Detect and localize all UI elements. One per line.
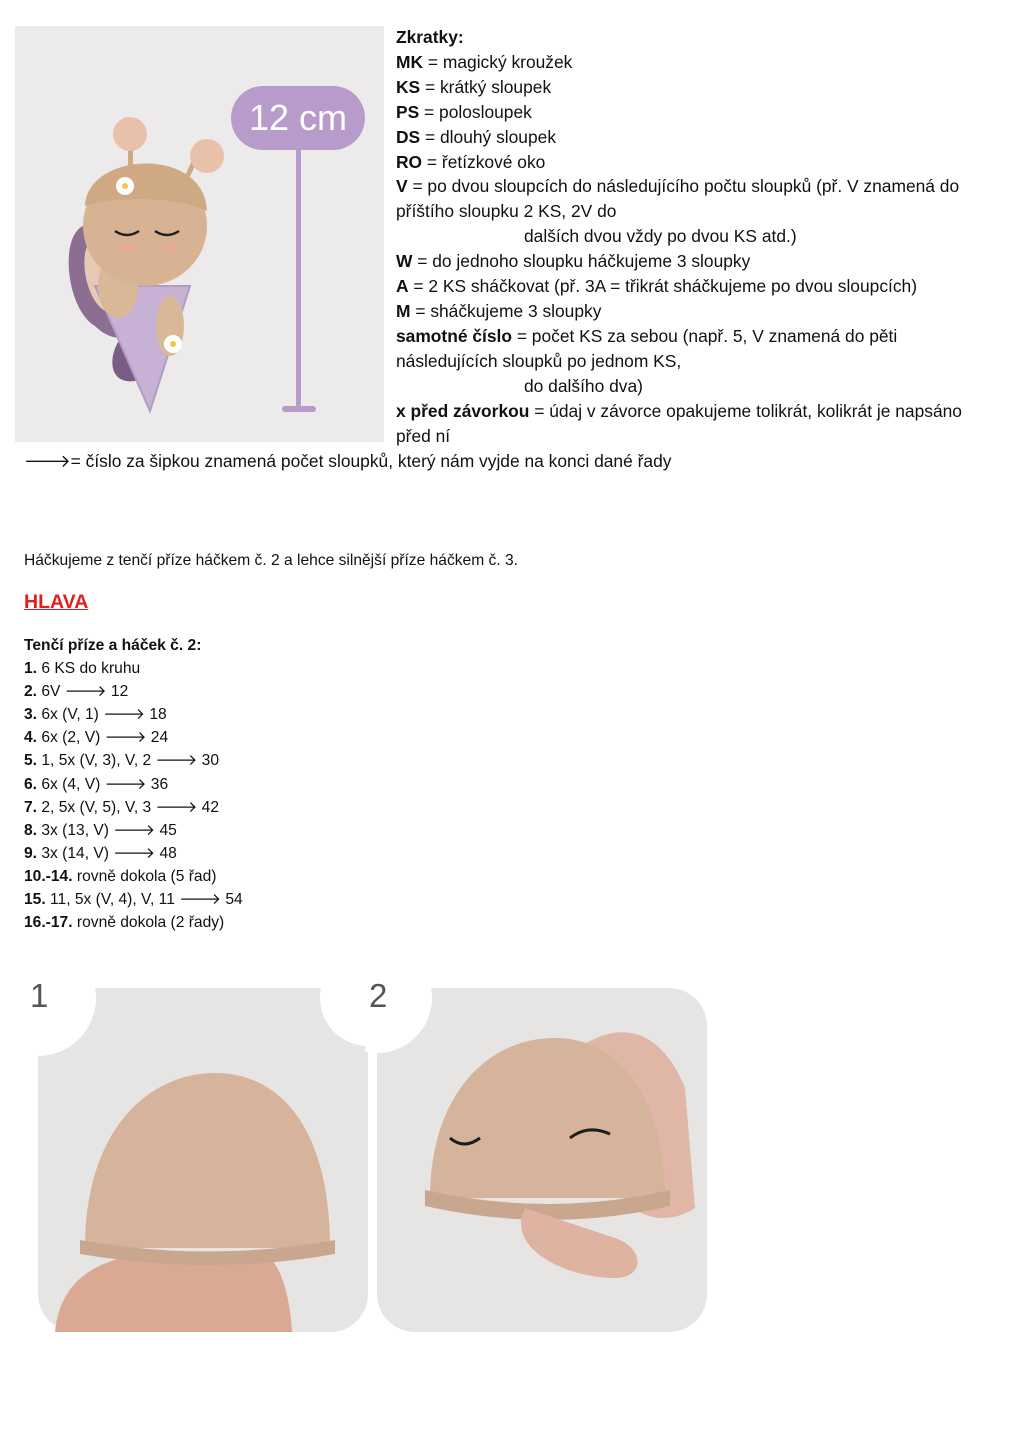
pattern-row	[24, 657, 243, 680]
row-stitch-count: 24	[150, 729, 169, 747]
abbreviation-item	[396, 249, 986, 274]
abbreviation-key: W	[396, 251, 413, 272]
row-instruction: 6x (4, V)	[41, 775, 101, 793]
abbreviation-item	[396, 174, 986, 224]
pattern-row	[24, 796, 243, 819]
row-number: 9.	[24, 844, 38, 862]
row-stitch-count: 54	[225, 891, 243, 909]
abbreviation-definition: = polosloupek	[419, 101, 532, 122]
row-stitch-count: 12	[110, 683, 129, 701]
abbreviation-definition: = řetízkové oko	[422, 151, 546, 172]
row-number: 16.-17.	[24, 914, 73, 932]
step-photo-1	[30, 978, 370, 1332]
abbreviation-definition: = údaj v závorce opakujeme tolikrát, kolikrát je napsáno před ní	[396, 400, 962, 446]
pattern-row	[24, 911, 243, 934]
arrow-icon: 🡒	[60, 683, 111, 701]
pattern-row	[24, 703, 243, 726]
abbreviation-continuation: dalších dvou vždy po dvou KS atd.)	[524, 226, 797, 247]
size-ruler-base	[282, 406, 316, 412]
row-instruction: 3x (13, V)	[41, 821, 109, 839]
abbreviation-item	[396, 75, 986, 100]
row-instruction: 6x (V, 1)	[41, 706, 99, 724]
abbreviation-item	[396, 100, 986, 125]
pattern-rows	[24, 634, 243, 934]
arrow-icon: 🡒	[151, 752, 202, 770]
pattern-row	[24, 749, 243, 772]
abbreviation-key: V	[396, 176, 408, 197]
abbreviation-item	[396, 324, 986, 374]
row-stitch-count: 48	[159, 844, 177, 862]
step-photo-2	[365, 978, 710, 1332]
amigurumi-photo	[15, 26, 384, 442]
row-stitch-count: 30	[201, 752, 220, 770]
row-instruction: 2, 5x (V, 5), V, 3	[41, 798, 152, 816]
row-instruction: 3x (14, V)	[41, 844, 109, 862]
section-title: HLAVA	[24, 591, 89, 613]
abbreviation-definition: = počet KS za sebou (např. 5, V znamená do pěti následujících sloupků po jednom KS,	[396, 325, 898, 371]
abbreviation-key: samotné číslo	[396, 325, 512, 346]
row-instruction: rovně dokola (5 řad)	[76, 867, 217, 885]
abbreviation-key: M	[396, 300, 411, 321]
row-instruction: 6 KS do kruhu	[41, 660, 141, 678]
abbreviation-item	[396, 274, 986, 299]
row-stitch-count: 45	[159, 821, 177, 839]
row-instruction: 1, 5x (V, 3), V, 2	[41, 752, 152, 770]
step-number: 1	[30, 978, 49, 1014]
crochet-dome-photo	[30, 978, 370, 1332]
arrow-icon: 🡒	[24, 451, 71, 471]
row-stitch-count: 18	[149, 706, 167, 724]
row-instruction: rovně dokola (2 řady)	[76, 914, 225, 932]
row-instruction: 6V	[41, 683, 61, 701]
abbreviation-key: MK	[396, 51, 424, 72]
abbreviations-list	[396, 25, 986, 448]
abbreviation-definition: = 2 KS sháčkovat (př. 3A = třikrát sháčkujeme po dvou sloupcích)	[408, 276, 918, 297]
abbreviation-continuation: do dalšího dva)	[524, 375, 643, 396]
row-number: 15.	[24, 891, 46, 909]
arrow-note-text: = číslo za šipkou znamená počet sloupků, který nám vyjde na konci dané řady	[70, 451, 672, 471]
arrow-icon: 🡒	[151, 798, 202, 816]
abbreviation-key: RO	[396, 151, 423, 172]
abbreviations-heading: Zkratky:	[396, 27, 464, 47]
arrow-note	[24, 449, 671, 473]
size-ruler	[296, 150, 301, 410]
arrow-icon: 🡒	[100, 775, 151, 793]
row-number: 2.	[24, 683, 38, 701]
abbreviation-definition: = dlouhý sloupek	[420, 126, 557, 147]
crochet-dome-with-eyes-photo	[365, 978, 710, 1332]
size-badge: 12 cm	[231, 86, 365, 150]
abbreviation-item	[396, 399, 986, 449]
row-stitch-count: 42	[201, 798, 220, 816]
pattern-row	[24, 842, 243, 865]
abbreviation-key: A	[396, 276, 409, 297]
abbreviation-item	[396, 150, 986, 175]
pattern-heading: Tenčí příze a háček č. 2:	[24, 637, 202, 654]
abbreviation-key: PS	[396, 101, 420, 122]
arrow-icon: 🡒	[108, 821, 160, 839]
abbreviation-item	[396, 125, 986, 150]
abbreviation-definition: = do jednoho sloupku háčkujeme 3 sloupky	[412, 251, 751, 272]
abbreviation-key: DS	[396, 126, 421, 147]
yarn-note: Háčkujeme z tenčí příze háčkem č. 2 a lehce silnější příze háčkem č. 3.	[24, 552, 519, 569]
pattern-row	[24, 726, 243, 749]
row-number: 8.	[24, 821, 38, 839]
row-number: 5.	[24, 752, 38, 770]
arrow-icon: 🡒	[98, 706, 150, 724]
pattern-row	[24, 888, 243, 911]
row-stitch-count: 36	[150, 775, 169, 793]
abbreviation-key: x před závorkou	[396, 400, 530, 421]
row-number: 6.	[24, 775, 38, 793]
arrow-icon: 🡒	[174, 891, 226, 909]
step-number: 2	[369, 978, 388, 1014]
row-instruction: 11, 5x (V, 4), V, 11	[50, 891, 175, 909]
arrow-icon: 🡒	[108, 844, 160, 862]
row-number: 1.	[24, 660, 38, 678]
pattern-row	[24, 680, 243, 703]
row-number: 3.	[24, 706, 38, 724]
row-instruction: 6x (2, V)	[41, 729, 101, 747]
abbreviation-item	[396, 299, 986, 324]
row-number: 4.	[24, 729, 38, 747]
abbreviation-definition: = krátký sloupek	[420, 76, 552, 97]
arrow-icon: 🡒	[100, 729, 151, 747]
abbreviation-definition: = magický kroužek	[423, 51, 573, 72]
pattern-row	[24, 819, 243, 842]
abbreviation-definition: = sháčkujeme 3 sloupky	[410, 300, 602, 321]
row-number: 10.-14.	[24, 867, 73, 885]
pattern-row	[24, 773, 243, 796]
abbreviation-definition: = po dvou sloupcích do následujícího počtu sloupků (př. V znamená do příštího sloupku 2 KS, 2V do	[396, 176, 960, 222]
pattern-row	[24, 865, 243, 888]
abbreviation-key: KS	[396, 76, 421, 97]
abbreviation-item	[396, 50, 986, 75]
row-number: 7.	[24, 798, 38, 816]
